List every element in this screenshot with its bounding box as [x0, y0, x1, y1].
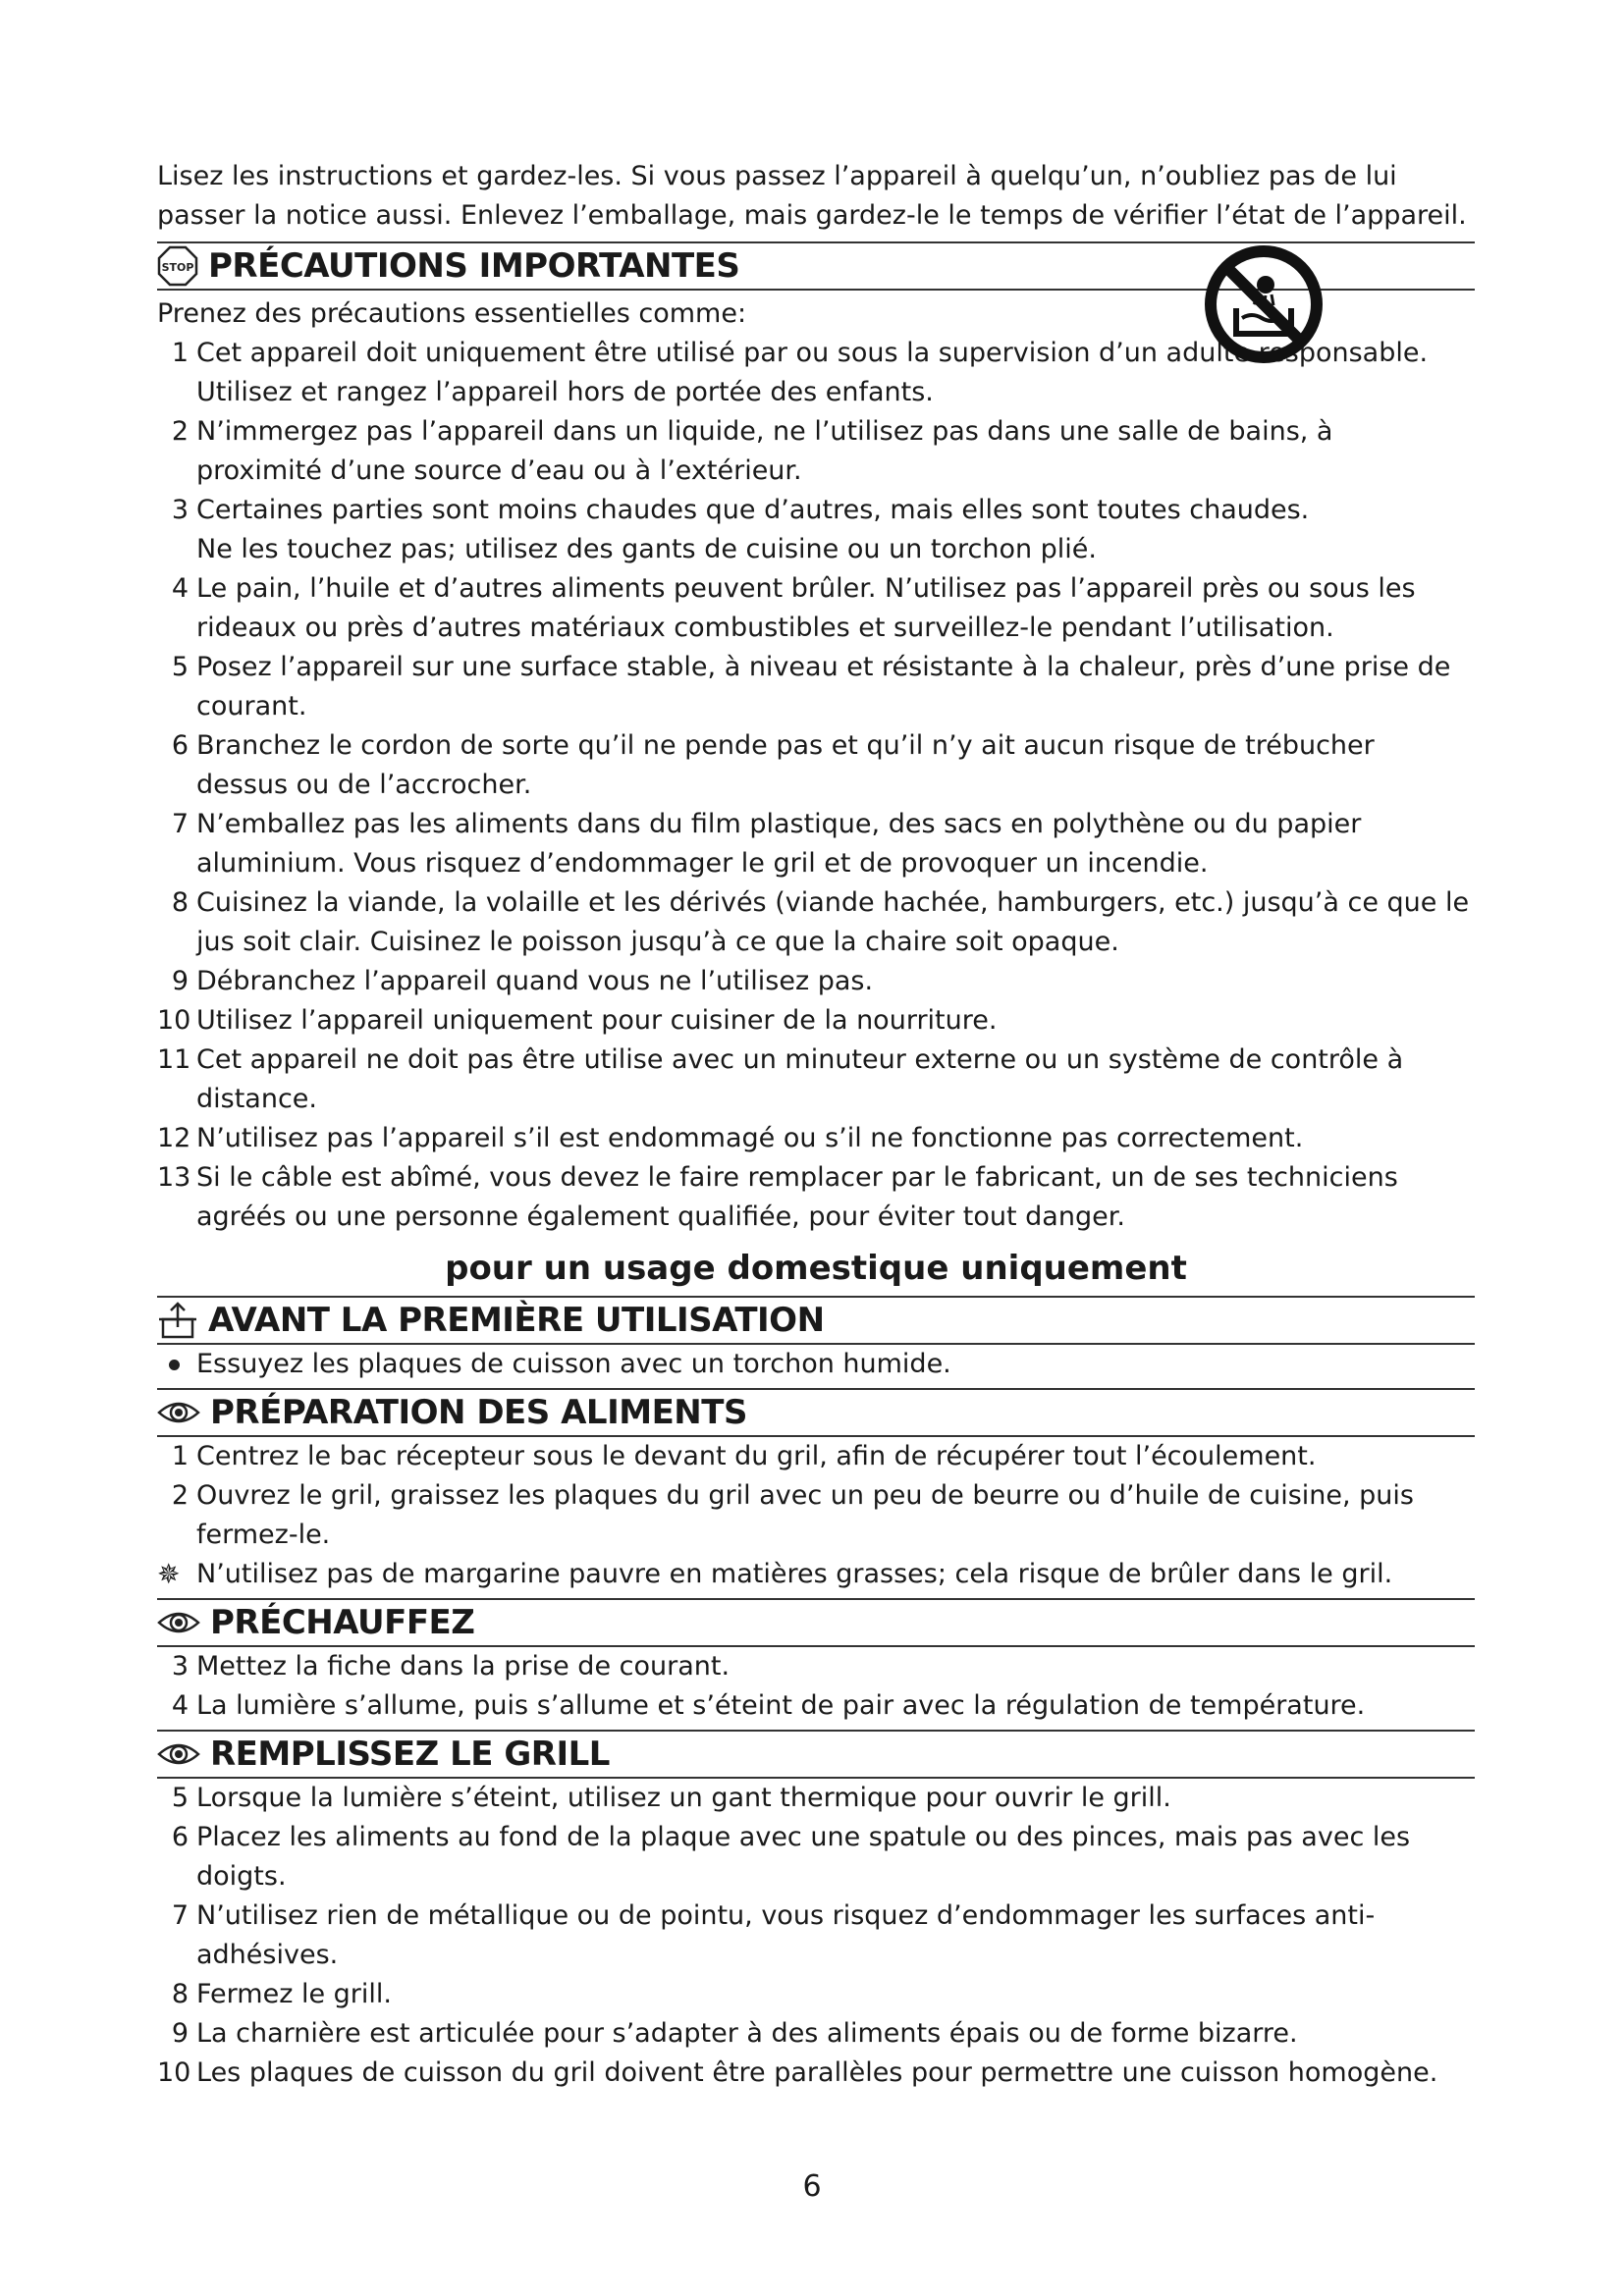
- section-title: PRÉCAUTIONS IMPORTANTES: [208, 246, 740, 286]
- item-number: 2: [171, 416, 189, 447]
- list-item: [157, 1975, 1475, 2014]
- stop-sign-icon: [157, 245, 198, 287]
- bullet-text: Essuyez les plaques de cuisson avec un torchon humide.: [196, 1349, 951, 1379]
- item-text-line: Posez l’appareil sur une surface stable, à niveau et résistante à la chaleur, près d’une prise de: [196, 652, 1451, 682]
- item-text-line: adhésives.: [196, 1940, 339, 1970]
- warning-star-icon: ✵: [157, 1558, 181, 1590]
- item-text-line: Certaines parties sont moins chaudes que d’autres, mais elles sont toutes chaudes.: [196, 495, 1310, 525]
- item-text-line: Mettez la fiche dans la prise de courant.: [196, 1651, 731, 1682]
- list-item: [157, 1896, 1475, 1975]
- item-number: 6: [171, 1822, 189, 1852]
- intro-line: passer la notice aussi. Enlevez l’emballage, mais gardez-le le temps de vérifier l’état de l’appareil.: [157, 200, 1467, 231]
- intro-text: [157, 157, 1475, 236]
- item-number: 11: [157, 1044, 191, 1075]
- list-item: [157, 1158, 1475, 1237]
- item-text-line: Utilisez et rangez l’appareil hors de portée des enfants.: [196, 377, 934, 407]
- item-number: 13: [157, 1162, 191, 1193]
- item-text-line: La charnière est articulée pour s’adapter à des aliments épais ou de forme bizarre.: [196, 2018, 1298, 2049]
- item-number: 12: [157, 1123, 191, 1153]
- list-item: [157, 412, 1475, 491]
- prechauffez-list: [157, 1647, 1475, 1726]
- item-text-line: distance.: [196, 1084, 317, 1114]
- list-item: [157, 648, 1475, 726]
- domestic-use-note: pour un usage domestique uniquement: [445, 1249, 1187, 1288]
- list-item: [157, 805, 1475, 883]
- list-item: [157, 2014, 1475, 2054]
- remplissez-heading: [157, 1730, 1475, 1779]
- item-number: 2: [171, 1480, 189, 1511]
- item-number: 1: [171, 338, 189, 368]
- avant-heading: [157, 1296, 1475, 1345]
- item-number: 8: [171, 1979, 189, 2009]
- list-item: [157, 1437, 1475, 1476]
- section-title: PRÉPARATION DES ALIMENTS: [210, 1393, 747, 1432]
- precautions-list: [157, 334, 1475, 1237]
- preparation-heading: [157, 1388, 1475, 1437]
- item-number: 3: [171, 1651, 189, 1682]
- item-number: 7: [171, 1900, 189, 1931]
- prechauffez-heading: [157, 1598, 1475, 1647]
- item-text-line: N’emballez pas les aliments dans du film plastique, des sacs en polythène ou du papier: [196, 809, 1362, 839]
- item-text-line: N’utilisez rien de métallique ou de pointu, vous risquez d’endommager les surfaces anti-: [196, 1900, 1376, 1931]
- item-text-line: Si le câble est abîmé, vous devez le faire remplacer par le fabricant, un de ses techniciens: [196, 1162, 1398, 1193]
- item-number: 10: [157, 1005, 191, 1036]
- list-item: [157, 1686, 1475, 1726]
- precautions-lead: Prenez des précautions essentielles comme:: [157, 298, 747, 329]
- item-text-line: jus soit clair. Cuisinez le poisson jusqu’à ce que la chaire soit opaque.: [196, 927, 1119, 957]
- warning-note: [157, 1555, 1475, 1594]
- page-number: 6: [802, 2169, 822, 2204]
- no-water-prohibition-icon: [1203, 243, 1325, 369]
- list-item: [157, 1041, 1475, 1119]
- item-text-line: Fermez le grill.: [196, 1979, 392, 2009]
- item-text-line: N’immergez pas l’appareil dans un liquide, ne l’utilisez pas dans une salle de bains, à: [196, 416, 1333, 447]
- item-text-line: Le pain, l’huile et d’autres aliments peuvent brûler. N’utilisez pas l’appareil près ou sous les: [196, 573, 1416, 604]
- item-number: 7: [171, 809, 189, 839]
- section-title: REMPLISSEZ LE GRILL: [210, 1735, 610, 1774]
- remplissez-list: [157, 1779, 1475, 2093]
- item-number: 4: [171, 1690, 189, 1721]
- section-title: PRÉCHAUFFEZ: [210, 1603, 475, 1642]
- eye-icon: [157, 1398, 200, 1427]
- list-item: [157, 1476, 1475, 1555]
- item-text-line: Lorsque la lumière s’éteint, utilisez un gant thermique pour ouvrir le grill.: [196, 1783, 1171, 1813]
- item-text-line: Utilisez l’appareil uniquement pour cuisiner de la nourriture.: [196, 1005, 998, 1036]
- item-text-line: La lumière s’allume, puis s’allume et s’éteint de pair avec la régulation de température.: [196, 1690, 1366, 1721]
- item-text-line: Cet appareil doit uniquement être utilisé par ou sous la supervision d’un adulte responsable.: [196, 338, 1429, 368]
- item-text-line: rideaux ou près d’autres matériaux combustibles et surveillez-le pendant l’utilisation.: [196, 613, 1334, 643]
- item-text-line: N’utilisez pas l’appareil s’il est endommagé ou s’il ne fonctionne pas correctement.: [196, 1123, 1304, 1153]
- item-number: 10: [157, 2057, 191, 2088]
- item-text-line: Les plaques de cuisson du gril doivent être parallèles pour permettre une cuisson homogène.: [196, 2057, 1438, 2088]
- list-item: [157, 1779, 1475, 1818]
- item-text-line: Débranchez l’appareil quand vous ne l’utilisez pas.: [196, 966, 874, 996]
- warning-note-text: N’utilisez pas de margarine pauvre en matières grasses; cela risque de brûler dans le gril.: [196, 1559, 1393, 1589]
- item-text-line: courant.: [196, 691, 307, 721]
- item-number: 6: [171, 730, 189, 761]
- list-item: [157, 726, 1475, 805]
- list-item: [157, 883, 1475, 962]
- item-text-line: Branchez le cordon de sorte qu’il ne pende pas et qu’il n’y ait aucun risque de trébucher: [196, 730, 1375, 761]
- item-text-line: fermez-le.: [196, 1520, 331, 1550]
- item-number: 9: [171, 966, 189, 996]
- list-item: [157, 1001, 1475, 1041]
- intro-line: Lisez les instructions et gardez-les. Si vous passez l’appareil à quelqu’un, n’oubliez pas de lui: [157, 161, 1397, 191]
- item-text-line: dessus ou de l’accrocher.: [196, 770, 532, 800]
- eye-icon: [157, 1739, 200, 1769]
- bullet-dot: [169, 1360, 180, 1370]
- item-number: 4: [171, 573, 189, 604]
- item-number: 3: [171, 495, 189, 525]
- section-title: AVANT LA PREMIÈRE UTILISATION: [208, 1301, 825, 1340]
- item-text-line: doigts.: [196, 1861, 287, 1892]
- list-item: [157, 491, 1475, 569]
- stop-sign-label: STOP: [161, 261, 194, 274]
- item-number: 5: [171, 652, 189, 682]
- list-item: [157, 1647, 1475, 1686]
- item-number: 9: [171, 2018, 189, 2049]
- item-text-line: agréés ou une personne également qualifiée, pour éviter tout danger.: [196, 1201, 1125, 1232]
- preparation-list: [157, 1437, 1475, 1555]
- item-text-line: Placez les aliments au fond de la plaque avec une spatule ou des pinces, mais pas avec les: [196, 1822, 1411, 1852]
- list-item: [157, 962, 1475, 1001]
- manual-page: [157, 157, 1475, 2093]
- item-number: 8: [171, 887, 189, 918]
- item-text-line: aluminium. Vous risquez d’endommager le gril et de provoquer un incendie.: [196, 848, 1209, 879]
- item-text-line: proximité d’une source d’eau ou à l’extérieur.: [196, 455, 802, 486]
- list-item: [157, 1119, 1475, 1158]
- item-text-line: Cuisinez la viande, la volaille et les dérivés (viande hachée, hamburgers, etc.) jusqu’à ce que le: [196, 887, 1470, 918]
- item-text-line: Ne les touchez pas; utilisez des gants de cuisine ou un torchon plié.: [196, 534, 1097, 564]
- item-text-line: Ouvrez le gril, graissez les plaques du gril avec un peu de beurre ou d’huile de cuisine, puis: [196, 1480, 1414, 1511]
- item-text-line: Centrez le bac récepteur sous le devant du gril, afin de récupérer tout l’écoulement.: [196, 1441, 1317, 1471]
- item-number: 5: [171, 1783, 189, 1813]
- list-item: [157, 569, 1475, 648]
- list-item: [157, 1818, 1475, 1896]
- eye-icon: [157, 1608, 200, 1637]
- bullet-item: [157, 1345, 1475, 1384]
- list-item: [157, 2054, 1475, 2093]
- item-number: 1: [171, 1441, 189, 1471]
- item-text-line: Cet appareil ne doit pas être utilise avec un minuteur externe ou un système de contrôle à: [196, 1044, 1404, 1075]
- unpack-box-icon: [157, 1300, 198, 1341]
